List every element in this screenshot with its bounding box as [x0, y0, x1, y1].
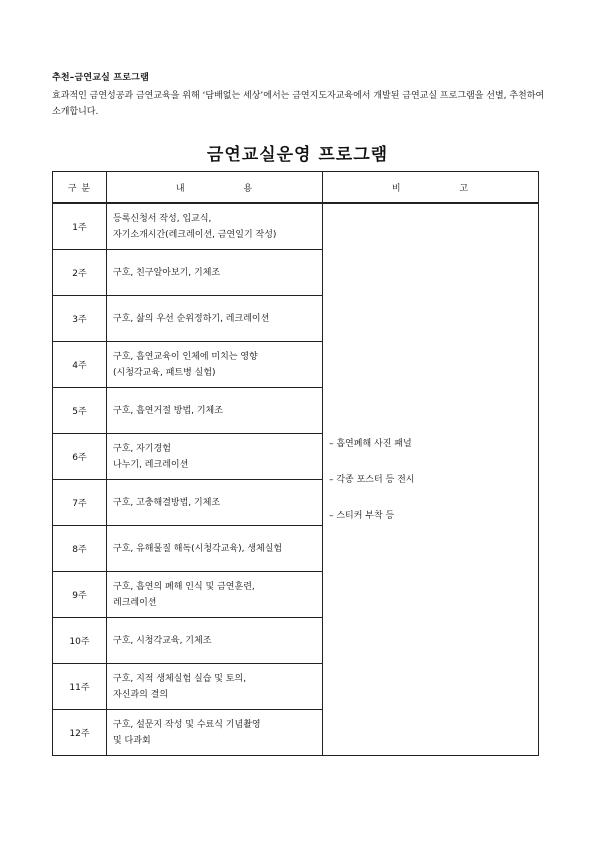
content-line: 구호, 고충해결방법, 기체조 [113, 497, 221, 508]
note-item: – 스티커 부착 등 [329, 510, 395, 521]
week-cell: 2주 [53, 250, 107, 296]
week-cell: 5주 [53, 388, 107, 434]
content-line: 구호, 자기경험 [113, 443, 171, 454]
header-note [323, 172, 539, 204]
table-row [53, 203, 539, 250]
week-cell: 10주 [53, 618, 107, 664]
intro-paragraph: 효과적인 금연성공과 금연교육을 위해 ‘담배없는 세상’에서는 금연지도자교육에서 개발된 금연교실 프로그램을 선별, 추천하여 소개합니다. [52, 91, 545, 117]
week-cell: 3주 [53, 296, 107, 342]
content-cell [107, 250, 323, 296]
content-cell [107, 710, 323, 756]
content-cell [107, 388, 323, 434]
content-line: 나누기, 레크레이션 [113, 459, 189, 470]
week-cell: 6주 [53, 434, 107, 480]
week-cell: 11주 [53, 664, 107, 710]
header-content [107, 172, 323, 204]
header-week: 구 분 [53, 172, 107, 204]
content-cell [107, 664, 323, 710]
content-line: 및 다과회 [113, 735, 151, 746]
week-cell: 9주 [53, 572, 107, 618]
content-line: 레크레이션 [113, 597, 157, 608]
content-line: 구호, 삶의 우선 순위정하기, 레크레이션 [113, 313, 270, 324]
content-line: 구호, 흡연의 폐해 인식 및 금연훈련, [113, 581, 255, 592]
content-line: 구호, 지적 생체실험 실습 및 토의, [113, 673, 247, 684]
content-line: 자기소개시간(레크레이션, 금연일기 작성) [113, 229, 277, 240]
week-cell: 12주 [53, 710, 107, 756]
header-note-left: 비 [391, 183, 402, 194]
content-line: 구호, 설문지 작성 및 수료식 기념촬영 [113, 719, 261, 730]
content-line: 자신과의 결의 [113, 689, 169, 700]
content-cell [107, 618, 323, 664]
content-line: 구호, 흡연교육이 인체에 미치는 영향 [113, 351, 258, 362]
note-item: – 흡연폐해 사진 패널 [329, 438, 412, 449]
content-cell [107, 572, 323, 618]
content-cell [107, 434, 323, 480]
note-cell [323, 203, 539, 756]
week-cell: 8주 [53, 526, 107, 572]
content-line: 등록신청서 작성, 입교식, [113, 213, 212, 224]
content-cell [107, 342, 323, 388]
table-header-row [53, 172, 539, 204]
program-table [52, 171, 539, 756]
content-cell [107, 526, 323, 572]
content-line: (시청각교육, 패트병 실험) [113, 367, 216, 378]
content-cell [107, 203, 323, 250]
content-line: 구호, 친구알아보기, 기체조 [113, 267, 221, 278]
note-item: – 각종 포스터 등 전시 [329, 474, 415, 485]
content-line: 구호, 시청각교육, 기체조 [113, 635, 212, 646]
week-cell: 1주 [53, 203, 107, 250]
week-cell: 4주 [53, 342, 107, 388]
header-content-left: 내 [175, 183, 186, 194]
section-heading: 추천–금연교실 프로그램 [52, 73, 149, 83]
header-note-right: 고 [459, 183, 470, 194]
content-line: 구호, 유해물질 해독(시청각교육), 생체실험 [113, 543, 283, 554]
content-cell [107, 296, 323, 342]
page-title: 금연교실운영 프로그램 [206, 145, 389, 165]
header-content-right: 용 [243, 183, 254, 194]
table-body [53, 203, 539, 756]
content-cell [107, 480, 323, 526]
week-cell: 7주 [53, 480, 107, 526]
content-line: 구호, 흡연거절 방법, 기체조 [113, 405, 223, 416]
